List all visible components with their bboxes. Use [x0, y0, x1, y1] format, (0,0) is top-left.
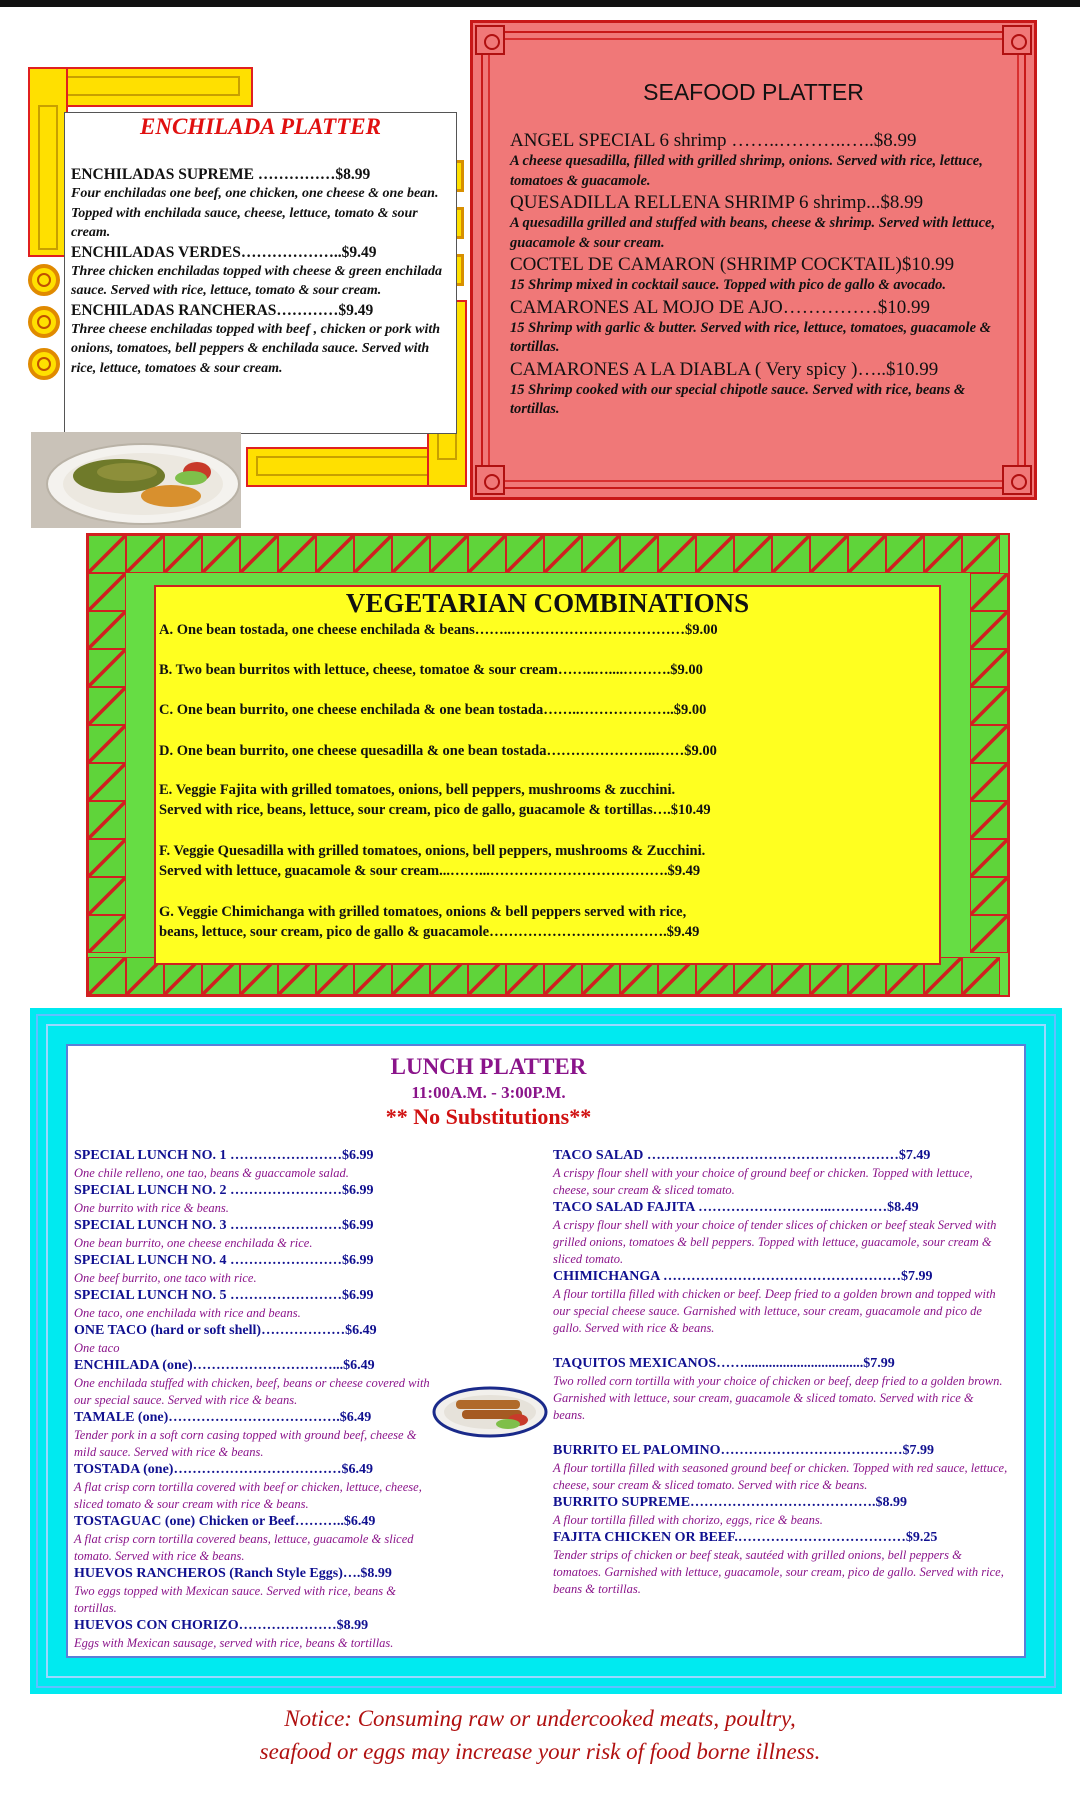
vegetarian-border-tile: [848, 535, 886, 573]
vegetarian-border-tile: [430, 535, 468, 573]
vegetarian-border-tile: [962, 957, 1000, 995]
vegetarian-border-tile: [468, 535, 506, 573]
item-name: TACO SALAD FAJITA ………………………..…………$8.49: [553, 1200, 919, 1215]
notice-line: seafood or eggs may increase your risk of food borne illness.: [259, 1739, 821, 1764]
menu-item: [510, 191, 1008, 253]
menu-item: [74, 1322, 434, 1357]
menu-item: [71, 165, 447, 243]
vegetarian-border-tile: [316, 535, 354, 573]
vegetarian-item-f: [159, 841, 939, 881]
vegetarian-border-tile: [970, 839, 1008, 877]
vegetarian-border-tile: [88, 725, 126, 763]
vegetarian-border-tile: [886, 535, 924, 573]
enchilada-bottom-bar-inner: [256, 456, 456, 476]
menu-item: [553, 1268, 1008, 1337]
vegetarian-border-tile: [970, 801, 1008, 839]
item-name: SPECIAL LUNCH NO. 2 ……………………$6.99: [74, 1183, 374, 1198]
vegetarian-border-tile: [164, 535, 202, 573]
enchilada-platter-title: ENCHILADA PLATTER: [140, 114, 381, 139]
vegetarian-item-b: [159, 660, 939, 680]
seafood-items: [510, 129, 1008, 420]
item-name: TAMALE (one)……………………………….$6.49: [74, 1410, 372, 1425]
menu-item: [74, 1287, 434, 1322]
item-description: Two eggs topped with Mexican sauce. Served with rice, beans & tortillas.: [74, 1584, 396, 1615]
vegetarian-border-tile: [88, 649, 126, 687]
menu-item: [74, 1182, 434, 1217]
vegetarian-border-tile: [88, 611, 126, 649]
vegetarian-item-c: [159, 700, 939, 720]
vegetarian-border-tile: [88, 535, 126, 573]
notice-line: Notice: Consuming raw or undercooked meats, poultry,: [284, 1706, 796, 1731]
menu-item: [74, 1409, 434, 1461]
item-description: A flat crisp corn tortilla covered with beef or chicken, lettuce, cheese, sliced tomato & sour cream with rice & beans.: [74, 1480, 422, 1511]
menu-item: [74, 1147, 434, 1182]
item-description: 15 Shrimp mixed in cocktail sauce. Topped with pico de gallo & avocado.: [510, 277, 947, 293]
menu-item: [553, 1529, 1008, 1598]
item-name: CAMARONES A LA DIABLA ( Very spicy )…..$10.99: [510, 358, 939, 380]
item-description: A flat crisp corn tortilla covered beans, lettuce, guacamole & sliced tomato. Served with rice & beans.: [74, 1532, 414, 1563]
vegetarian-item-e: [159, 780, 939, 820]
item-name: TAQUITOS MEXICANOS……..................................$7.99: [553, 1356, 895, 1371]
vegetarian-border-tile: [544, 535, 582, 573]
vegetarian-border-tile: [354, 535, 392, 573]
item-name: BURRITO SUPREME………………………………….$8.99: [553, 1495, 908, 1510]
item-name: TOSTADA (one)………………………………$6.49: [74, 1462, 373, 1477]
menu-item: [71, 243, 447, 301]
item-name: ONE TACO (hard or soft shell)………………$6.49: [74, 1323, 377, 1338]
vegetarian-border-tile: [970, 915, 1008, 953]
menu-item: [74, 1357, 434, 1409]
vegetarian-item-g: [159, 902, 939, 942]
menu-item: [74, 1617, 434, 1652]
enchilada-circle-ornament: [28, 264, 60, 296]
enchilada-items: [71, 165, 447, 378]
lunch-right-column: [553, 1147, 1008, 1598]
item-name: HUEVOS CON CHORIZO…………………$8.99: [74, 1618, 369, 1633]
item-name: ENCHILADAS SUPREME ……………$8.99: [71, 166, 371, 183]
item-text: beans, lettuce, sour cream, pico de gallo & guacamole……………………………….$9.49: [159, 924, 700, 940]
item-text: B. Two bean burritos with lettuce, cheese, tomatoe & sour cream……..…....……….$9.00: [159, 662, 703, 678]
item-text: D. One bean burrito, one cheese quesadilla & one bean tostada…………………..……$9.00: [159, 743, 717, 759]
vegetarian-border-tile: [582, 535, 620, 573]
vegetarian-border-tile: [506, 535, 544, 573]
item-description: One taco, one enchilada with rice and beans.: [74, 1306, 301, 1320]
item-text: F. Veggie Quesadilla with grilled tomatoes, onions, bell peppers, mushrooms & Zucchini.: [159, 843, 706, 859]
item-name: QUESADILLA RELLENA SHRIMP 6 shrimp...$8.99: [510, 192, 924, 213]
menu-item: [74, 1565, 434, 1617]
item-name: HUEVOS RANCHEROS (Ranch Style Eggs)….$8.99: [74, 1566, 392, 1581]
item-description: Three chicken enchiladas topped with cheese & green enchilada sauce. Served with rice, lettuce, tomato & sour cream.: [71, 263, 442, 298]
item-text: C. One bean burrito, one cheese enchilada & one bean tostada……..………………..$9.00: [159, 702, 707, 718]
enchilada-top-bar-inner: [40, 76, 240, 96]
menu-item: [553, 1355, 1008, 1424]
menu-item: [71, 301, 447, 379]
seafood-corner-ornament: [475, 25, 505, 55]
seafood-platter-title: SEAFOOD PLATTER: [643, 79, 864, 105]
enchilada-plate-photo: [31, 432, 241, 528]
item-text: Served with rice, beans, lettuce, sour cream, pico de gallo, guacamole & tortillas….$10.49: [159, 802, 711, 818]
item-name: ENCHILADA (one)…………………………...$6.49: [74, 1358, 375, 1373]
vegetarian-border-tile: [962, 535, 1000, 573]
item-description: A flour tortilla filled with chicken or beef. Deep fried to a golden brown and topped with our special cheese sauce. Garnished with lettuce, sour cream, guacamole and pico de gallo. Served with rice & beans.: [553, 1287, 996, 1335]
enchilada-left-bar-inner: [38, 105, 58, 250]
menu-item: [553, 1147, 1008, 1199]
vegetarian-border-tile: [88, 573, 126, 611]
vegetarian-item-d: [159, 741, 939, 761]
vegetarian-item-a: [159, 620, 939, 640]
menu-item: [510, 358, 1008, 420]
vegetarian-border-tile: [970, 573, 1008, 611]
item-name: SPECIAL LUNCH NO. 4 ……………………$6.99: [74, 1253, 374, 1268]
menu-item: [510, 296, 1008, 358]
vegetarian-border-tile: [88, 877, 126, 915]
vegetarian-border-tile: [88, 915, 126, 953]
menu-item: [74, 1513, 434, 1565]
item-description: Eggs with Mexican sausage, served with rice, beans & tortillas.: [74, 1636, 394, 1650]
seafood-corner-ornament: [1002, 465, 1032, 495]
top-edge-bar: [0, 0, 1080, 7]
item-description: A flour tortilla filled with chorizo, eggs, rice & beans.: [553, 1513, 823, 1527]
item-name: BURRITO EL PALOMINO…………………………………$7.99: [553, 1443, 935, 1458]
item-description: One taco: [74, 1341, 120, 1355]
vegetarian-border-tile: [278, 535, 316, 573]
food-safety-notice: [0, 1702, 1080, 1768]
vegetarian-border-tile: [392, 535, 430, 573]
item-description: A crispy flour shell with your choice of ground beef or chicken. Topped with lettuce, cheese, sour cream & sliced tomato.: [553, 1166, 973, 1197]
vegetarian-border-tile: [810, 535, 848, 573]
vegetarian-border-tile: [88, 687, 126, 725]
vegetarian-border-tile: [970, 763, 1008, 801]
vegetarian-border-tile: [970, 611, 1008, 649]
item-name: TOSTAGUAC (one) Chicken or Beef………..$6.49: [74, 1514, 376, 1529]
item-name: SPECIAL LUNCH NO. 1 ……………………$6.99: [74, 1148, 374, 1163]
vegetarian-border-tile: [772, 535, 810, 573]
vegetarian-border-tile: [734, 535, 772, 573]
vegetarian-border-tile: [924, 535, 962, 573]
item-name: ANGEL SPECIAL 6 shrimp ……..………..…..$8.99: [510, 130, 917, 151]
item-name: SPECIAL LUNCH NO. 5 ……………………$6.99: [74, 1288, 374, 1303]
item-description: Tender strips of chicken or beef steak, sautéed with grilled onions, bell peppers & tomatoes. Garnished with lettuce, guacamole, sour cream, pico de gallo. Served with rice, beans & tortillas.: [553, 1548, 1004, 1596]
item-text: Served with lettuce, guacamole & sour cream...……...……………………………….$9.49: [159, 863, 701, 879]
vegetarian-border-tile: [88, 801, 126, 839]
vegetarian-border-tile: [88, 763, 126, 801]
item-description: Three cheese enchiladas topped with beef , chicken or pork with onions, tomatoes, bell peppers & enchilada sauce. Served with rice, lettuce, tomatoes & sour cream.: [71, 321, 441, 376]
item-description: Tender pork in a soft corn casing topped with ground beef, cheese & mild sauce. Served with rice & beans.: [74, 1428, 417, 1459]
menu-item: [74, 1217, 434, 1252]
seafood-corner-ornament: [475, 465, 505, 495]
item-description: One bean burrito, one cheese enchilada & rice.: [74, 1236, 313, 1250]
vegetarian-border-tile: [240, 535, 278, 573]
item-description: Two rolled corn tortilla with your choice of chicken or beef, deep fried to a golden brown. Garnished with lettuce, sour cream, guacamole & sliced tomato. Served with rice & beans.: [553, 1374, 1003, 1422]
lunch-no-substitutions: ** No Substitutions**: [385, 1104, 592, 1129]
seafood-corner-ornament: [1002, 25, 1032, 55]
item-name: FAJITA CHICKEN OR BEEF.………………………………$9.25: [553, 1530, 938, 1545]
taquitos-plate-photo: [432, 1382, 548, 1438]
item-text: A. One bean tostada, one cheese enchilada & beans……..………………………………$9.00: [159, 622, 718, 638]
item-name: TACO SALAD ………………………………………………$7.49: [553, 1148, 931, 1163]
vegetarian-border-tile: [88, 839, 126, 877]
item-name: ENCHILADAS RANCHERAS…………$9.49: [71, 301, 374, 319]
menu-item: [74, 1252, 434, 1287]
vegetarian-border-tile: [126, 535, 164, 573]
item-description: 15 Shrimp with garlic & butter. Served with rice, lettuce, tomatoes, guacamole & tortillas.: [510, 319, 991, 355]
vegetarian-border-tile: [970, 687, 1008, 725]
enchilada-circle-ornament: [28, 306, 60, 338]
vegetarian-border-tile: [658, 535, 696, 573]
menu-item: [553, 1442, 1008, 1494]
lunch-hours: 11:00A.M. - 3:00P.M.: [411, 1083, 566, 1102]
item-name: SPECIAL LUNCH NO. 3 ……………………$6.99: [74, 1218, 374, 1233]
item-name: CHIMICHANGA ……………………………………………$7.99: [553, 1269, 933, 1284]
item-name: CAMARONES AL MOJO DE AJO……………$10.99: [510, 296, 930, 318]
item-description: A quesadilla grilled and stuffed with beans, cheese & shrimp. Served with lettuce, guacamole & sour cream.: [510, 215, 996, 251]
vegetarian-border-tile: [620, 535, 658, 573]
item-text: G. Veggie Chimichanga with grilled tomatoes, onions & bell peppers served with rice,: [159, 904, 687, 920]
item-description: Four enchiladas one beef, one chicken, one cheese & one bean. Topped with enchilada sauce, cheese, lettuce, tomato & sour cream.: [71, 186, 439, 240]
menu-item: [510, 129, 1008, 191]
item-name: COCTEL DE CAMARON (SHRIMP COCKTAIL)$10.99: [510, 254, 955, 275]
vegetarian-border-tile: [202, 535, 240, 573]
item-text: E. Veggie Fajita with grilled tomatoes, onions, bell peppers, mushrooms & zucchini.: [159, 782, 676, 798]
vegetarian-border-tile: [88, 957, 126, 995]
item-description: One beef burrito, one taco with rice.: [74, 1271, 257, 1285]
menu-item: [553, 1199, 1008, 1268]
item-description: One enchilada stuffed with chicken, beef, beans or cheese covered with our special sauce. Served with rice & beans.: [74, 1376, 430, 1407]
lunch-left-column: [74, 1147, 434, 1652]
menu-item: [510, 253, 1008, 296]
vegetarian-border-tile: [970, 877, 1008, 915]
vegetarian-border-tile: [970, 725, 1008, 763]
vegetarian-border-tile: [696, 535, 734, 573]
item-name: ENCHILADAS VERDES………………..$9.49: [71, 243, 377, 261]
item-description: A crispy flour shell with your choice of tender slices of chicken or beef steak Served with grilled onions, tomatoes & bell peppers. Topped with lettuce, guacamole, sour cream & sliced tomato.: [553, 1218, 997, 1266]
enchilada-circle-ornament: [28, 348, 60, 380]
lunch-platter-title: LUNCH PLATTER: [390, 1054, 587, 1079]
item-description: One burrito with rice & beans.: [74, 1201, 229, 1215]
vegetarian-title: VEGETARIAN COMBINATIONS: [345, 588, 750, 618]
menu-item: [74, 1461, 434, 1513]
item-description: A cheese quesadilla, filled with grilled shrimp, onions. Served with rice, lettuce, tomatoes & guacamole.: [510, 153, 983, 189]
item-description: A flour tortilla filled with seasoned ground beef or chicken. Topped with red sauce, lettuce, cheese, sour cream & sliced tomato. Served with rice & beans.: [553, 1461, 1008, 1492]
item-description: 15 Shrimp cooked with our special chipotle sauce. Served with rice, beans & tortillas.: [510, 381, 966, 417]
menu-item: [553, 1494, 1008, 1529]
vegetarian-border-tile: [970, 649, 1008, 687]
item-description: One chile relleno, one tao, beans & guaccamole salad.: [74, 1166, 349, 1180]
